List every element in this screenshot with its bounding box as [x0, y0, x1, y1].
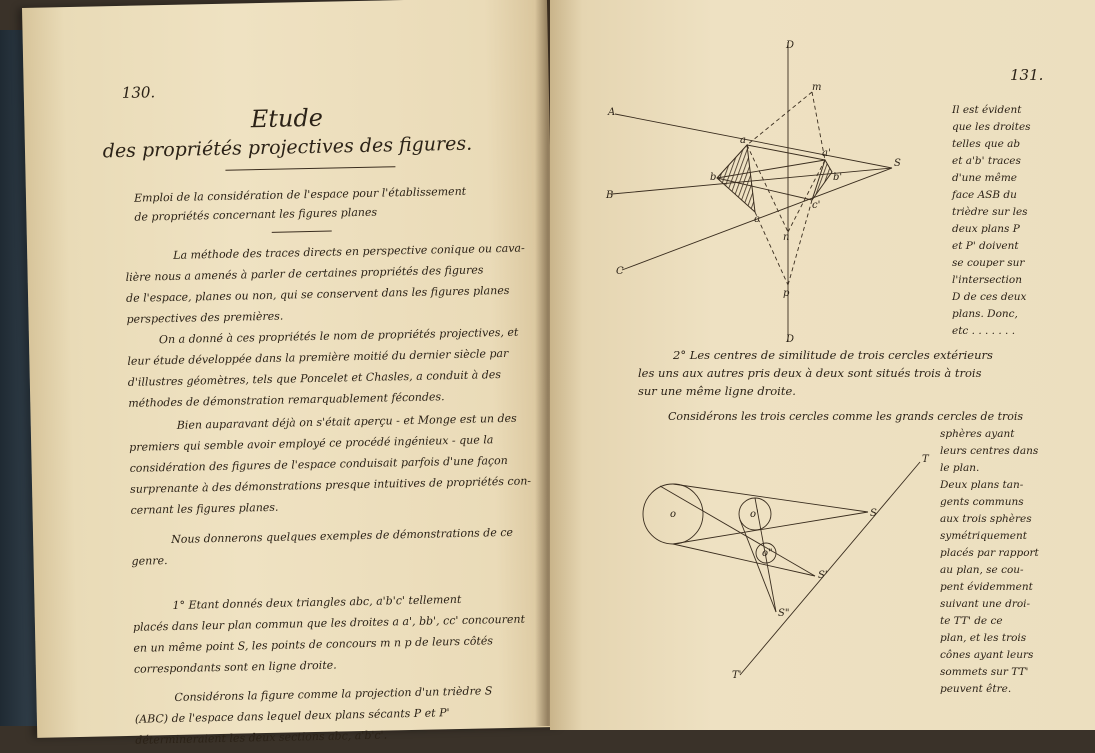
text-line: On a donné à ces propriétés le nom de propriétés projectives, et [158, 325, 519, 347]
text-line: surprenante à des démonstrations presque intuitives de propriétés con- [129, 474, 532, 496]
note-line: au plan, se cou- [940, 564, 1024, 576]
label-c: c [754, 214, 760, 225]
dash-c-p [755, 212, 788, 285]
paragraph-1 [125, 238, 526, 330]
text-line: d'illustres géomètres, tels que Poncelet et Chasles, a conduit à des [127, 368, 502, 389]
label-T-prime: T' [732, 670, 742, 681]
left-page [22, 0, 562, 747]
tangent-4 [673, 544, 815, 576]
label-o: o [670, 509, 677, 520]
note-line: et P' doivent [952, 240, 1019, 252]
note-line: te TT' de ce [940, 615, 1003, 627]
label-S: S [870, 508, 877, 519]
note-line: face ASB du [952, 189, 1017, 201]
section-heading-line: Emploi de la considération de l'espace pour l'établissement [133, 184, 467, 205]
section-heading [134, 182, 467, 227]
text-line: 2° Les centres de similitude de trois cercles extérieurs [673, 348, 993, 362]
text-line: Considérons la figure comme la projection d'un trièdre S [174, 684, 493, 704]
label-S-double: S" [778, 608, 790, 619]
label-p: p [783, 288, 790, 299]
paragraph-6 [134, 680, 493, 750]
text-line: Bien auparavant déjà on s'était aperçu - et Monge est un des [176, 411, 517, 432]
text-line: de l'espace, planes ou non, qui se conservent dans les figures planes [125, 283, 510, 305]
note-line: deux plans P [952, 223, 1020, 235]
note-line: plan, et les trois [940, 632, 1027, 644]
label-n: n [783, 232, 790, 243]
label-c-prime: c' [812, 200, 821, 211]
text-line: cernant les figures planes. [130, 500, 279, 517]
text-line: correspondants sont en ligne droite. [133, 658, 337, 676]
note-line: et a'b' traces [952, 155, 1021, 167]
triangle-abc [717, 145, 755, 212]
page-title: Etude [250, 103, 324, 134]
line-TT-prime [740, 462, 920, 675]
figure-circles [550, 440, 950, 726]
right-page [550, 0, 1095, 730]
paragraph-3 [129, 407, 532, 520]
note-line: etc . . . . . . . [952, 325, 1016, 337]
note-line: peuvent être. [940, 683, 1012, 695]
note-line: Il est évident [952, 104, 1022, 116]
label-m: m [812, 82, 822, 93]
text-line: premiers qui semble avoir employé ce procédé ingénieux - que la [129, 433, 494, 454]
text-line: en un même point S, les points de concours m n p de leurs côtés [133, 634, 494, 655]
note-line: symétriquement [940, 530, 1027, 542]
note-line: cônes ayant leurs [940, 649, 1034, 661]
label-o-double: o" [762, 548, 773, 559]
dash-c2-p [788, 200, 812, 285]
label-b-prime: b' [833, 172, 843, 183]
text-line: considération des figures de l'espace conduisait parfois d'une façon [129, 453, 508, 475]
label-D-bottom: D [786, 334, 795, 345]
note-line: D de ces deux [952, 291, 1027, 303]
label-B: B [606, 190, 614, 201]
text-line: perspectives des premières. [126, 309, 284, 326]
note-line: se couper sur [952, 257, 1025, 269]
tangent-3 [660, 486, 815, 576]
line-A [615, 114, 892, 168]
label-C: C [616, 266, 624, 277]
label-D-top: D [786, 40, 795, 51]
note-line: suivant une droi- [940, 598, 1031, 610]
note-line: sphères ayant [940, 428, 1015, 440]
page-number-left: 130. [121, 83, 156, 102]
label-T: T [922, 454, 929, 465]
section-heading-line: de propriétés concernant les figures planes [134, 205, 378, 224]
label-a-prime: a' [822, 148, 831, 159]
note-line: sommets sur TT' [940, 666, 1029, 678]
theorem-2-intro: Considérons les trois cercles comme les grands cercles de trois [668, 410, 1024, 423]
note-line: aux trois sphères [940, 513, 1032, 525]
note-line: que les droites [952, 121, 1031, 133]
heading-underline [272, 231, 332, 233]
label-b: b [710, 172, 717, 183]
title-underline [225, 166, 395, 171]
note-line: placés par rapport [940, 547, 1039, 559]
note-line: leurs centres dans [940, 445, 1039, 457]
text-line: méthodes de démonstration remarquablement fécondes. [128, 390, 445, 410]
label-S-prime: S' [818, 570, 828, 581]
text-line: lière nous a amenés à parler de certaines propriétés des figures [125, 263, 484, 284]
label-o-prime: o' [750, 509, 759, 520]
label-S: S [894, 158, 901, 169]
text-line: La méthode des traces directs en perspective conique ou cava- [173, 241, 525, 262]
page-number-right: 131. [1010, 66, 1044, 84]
note-line: plans. Donc, [952, 308, 1018, 320]
note-line: gents communs [940, 496, 1024, 508]
text-line: genre. [131, 554, 168, 568]
note-line: trièdre sur les [952, 206, 1028, 218]
note-line: Deux plans tan- [940, 479, 1024, 491]
theorem-2 [638, 346, 993, 400]
dash-m-a [747, 92, 812, 145]
text-line: leur étude développée dans la première moitié du dernier siècle par [127, 346, 509, 368]
text-line: sur une même ligne droite. [638, 384, 796, 398]
label-a: a [740, 135, 746, 146]
text-line: les uns aux autres pris deux à deux sont situés trois à trois [638, 366, 982, 380]
note-line: pent évidemment [940, 581, 1033, 593]
note-line: l'intersection [952, 274, 1022, 286]
text-line: 1° Etant donnés deux triangles abc, a'b'c' tellement [172, 592, 462, 612]
text-line: placés dans leur plan commun que les droites a a', bb', cc' concourent [132, 612, 526, 634]
paragraph-4 [131, 522, 514, 572]
note-line: telles que ab [952, 138, 1021, 150]
note-line: d'une même [952, 172, 1018, 184]
text-line: (ABC) de l'espace dans lequel deux plans sécants P et P' [134, 706, 450, 726]
paragraph-5 [132, 588, 526, 680]
text-line: Nous donnerons quelques exemples de démonstrations de ce [171, 525, 514, 546]
note-line: le plan. [940, 462, 980, 474]
paragraph-2 [127, 322, 520, 414]
margin-note-1 [952, 102, 1031, 340]
text-line: détermineraient les deux sections abc, a'b'c'. [135, 728, 388, 747]
margin-note-2 [940, 426, 1039, 698]
label-A: A [608, 107, 616, 118]
page-subtitle: des propriétés projectives des figures. [102, 132, 473, 163]
